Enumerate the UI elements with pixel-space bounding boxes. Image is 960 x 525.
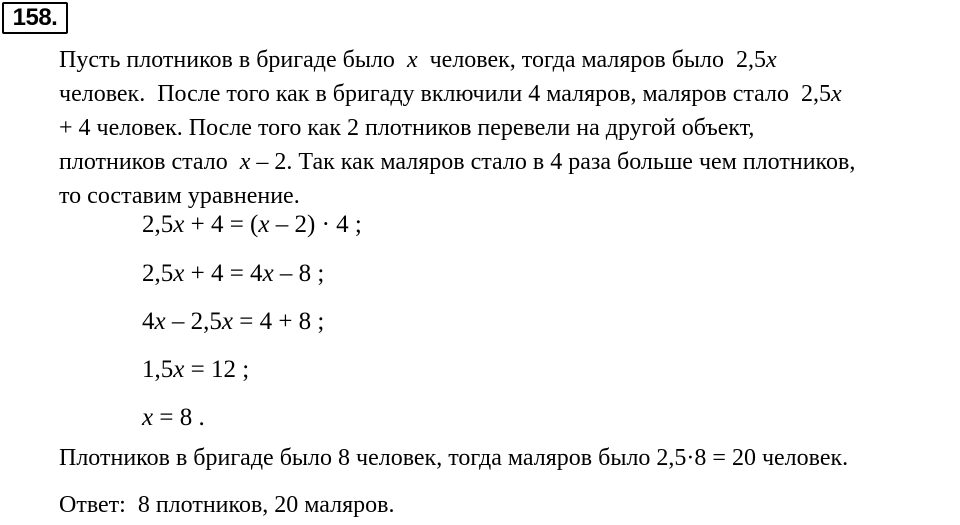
problem-number: 158. [2,2,68,34]
conclusion-text: Плотников в бригаде было 8 человек, тогда маляров было 2,5·8 = 20 человек. [59,445,849,471]
equation-2: 2,5x + 4 = 4x – 8 ; [142,260,325,287]
equation-1: 2,5x + 4 = (x – 2) · 4 ; [142,211,362,238]
paragraph-line: то составим уравнение. [59,183,300,209]
answer-text: Ответ: 8 плотников, 20 маляров. [59,492,395,518]
paragraph-line: Пусть плотников в бригаде было x человек, тогда маляров было 2,5x [59,47,777,73]
equation-3: 4x – 2,5x = 4 + 8 ; [142,308,325,335]
problem-paragraph [59,43,959,213]
paragraph-line: + 4 человек. После того как 2 плотников перевели на другой объект, [59,115,755,141]
paragraph-line: человек. После того как в бригаду включили 4 маляров, маляров стало 2,5x [59,81,842,107]
equation-4: 1,5x = 12 ; [142,356,250,383]
paragraph-line: плотников стало x – 2. Так как маляров стало в 4 раза больше чем плотников, [59,149,856,175]
equation-5: x = 8 . [142,404,205,431]
